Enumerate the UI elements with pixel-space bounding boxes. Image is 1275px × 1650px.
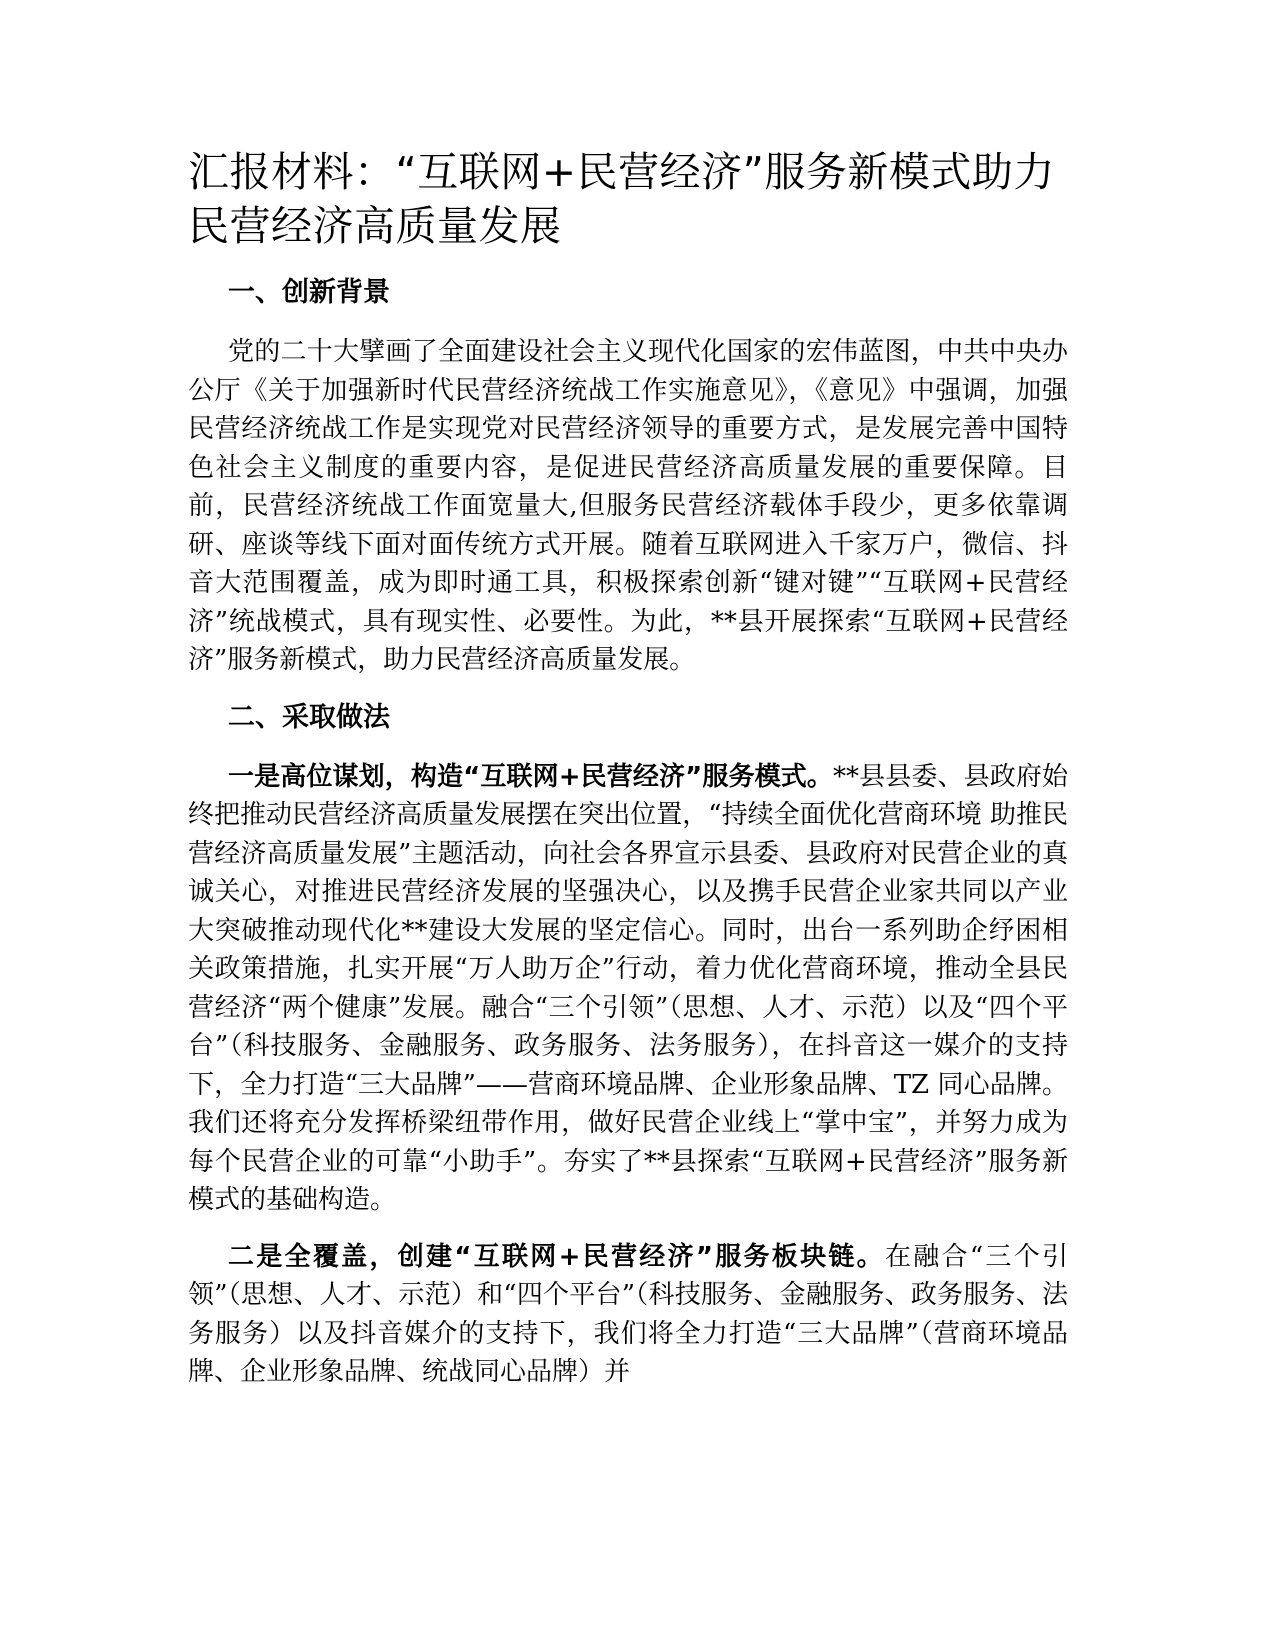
section-heading-measures: 二、采取做法: [228, 701, 390, 733]
paragraph-background: [188, 333, 1068, 680]
paragraph-measure-1: [188, 758, 1068, 1220]
paragraph-lead: 二是全覆盖，创建“互联网+民营经济”服务板块链。: [228, 1241, 885, 1272]
section-heading-background: 一、创新背景: [228, 277, 390, 308]
paragraph-measure-2: [188, 1238, 1068, 1392]
paragraph-text: **县县委、县政府始终把推动民营经济高质量发展摆在突出位置，“持续全面优化营商环境 助推民营经济高质量发展”主题活动，向社会各界宣示县委、县政府对民营企业的真诚关心，对推进民营经济发展的坚强决心，以及携手民营企业家共同以产业大突破推动现代化**建设大发展的坚定信心。同时，出台一系列助企纾困相关政策措施，扎实开展“万人助万企”行动，着力优化营商环境，推动全县民营经济“两个健康”发展。融合“三个引领”（思想、人才、示范）以及“四个平台”（科技服务、金融服务、政务服务、法务服务），在抖音这一媒介的支持下，全力打造“三大品牌”——营商环境品牌、企业形象品牌、TZ 同心品牌。我们还将充分发挥桥梁纽带作用，做好民营企业线上“掌中宝”，并努力成为每个民营企业的可靠“小助手”。夯实了**县探索“互联网+民营经济”服务新模式的基础构造。: [188, 761, 1068, 1215]
paragraph-text: 党的二十大擘画了全面建设社会主义现代化国家的宏伟蓝图，中共中央办公厅《关于加强新时代民营经济统战工作实施意见》，《意见》中强调，加强民营经济统战工作是实现党对民营经济领导的重要方式，是发展完善中国特色社会主义制度的重要内容，是促进民营经济高质量发展的重要保障。目前，民营经济统战工作面宽量大,但服务民营经济载体手段少，更多依靠调研、座谈等线下面对面传统方式开展。随着互联网进入千家万户，微信、抖音大范围覆盖，成为即时通工具，积极探索创新“键对键”“互联网+民营经济”统战模式，具有现实性、必要性。为此，**县开展探索“互联网+民营经济”服务新模式，助力民营经济高质量发展。: [188, 337, 1068, 675]
paragraph-lead: 一是高位谋划，构造“互联网+民营经济”服务模式。: [228, 761, 833, 792]
document-body: [188, 145, 1068, 1410]
document-title: 汇报材料：“互联网+民营经济”服务新模式助力民营经济高质量发展: [188, 148, 1055, 250]
paragraph-text: 在融合“三个引领”（思想、人才、示范）和“四个平台”（科技服务、金融服务、政务服务、法务服务）以及抖音媒介的支持下，我们将全力打造“三大品牌”（营商环境品牌、企业形象品牌、统战同心品牌）并: [188, 1241, 1068, 1387]
